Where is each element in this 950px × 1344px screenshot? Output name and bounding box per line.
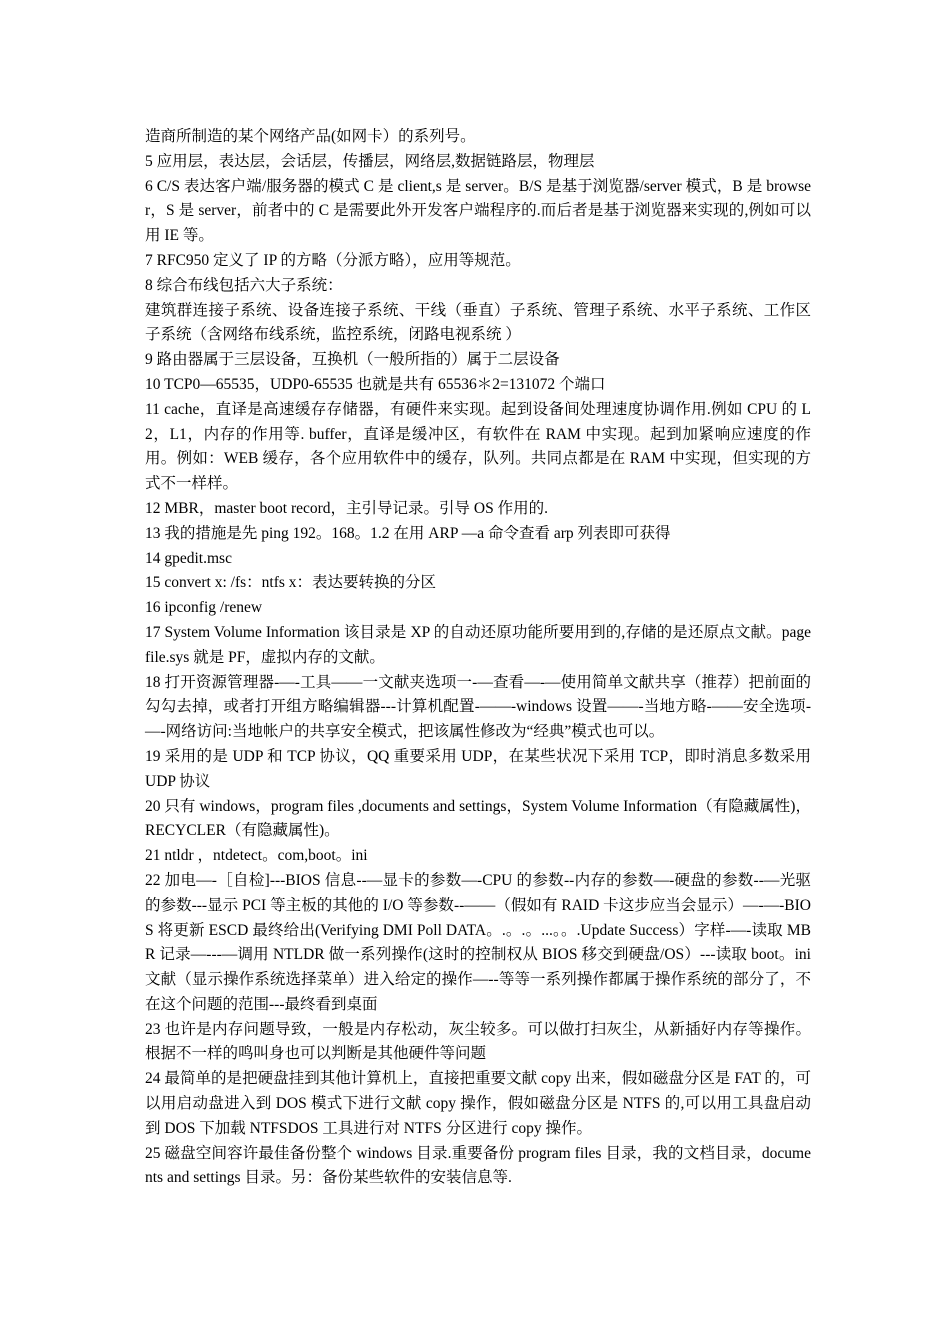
paragraph: 16 ipconfig /renew [145, 599, 263, 617]
paragraph: 15 convert x: /fs：ntfs x：表达要转换的分区 [145, 574, 437, 592]
paragraph: 13 我的措施是先 ping 192。168。1.2 在用 ARP —a 命令查看 arp 列表即可获得 [145, 524, 671, 542]
paragraph: 19 采用的是 UDP 和 TCP 协议，QQ 重要采用 UDP，在某些状况下采用 TCP，即时消息多数采用 UDP 协议 [145, 747, 811, 790]
paragraph: 18 打开资源管理器-—-工具——一文献夹选项一-—查看—-—使用简单文献共享（推荐）把前面的勾勾去掉，或者打开组方略编辑器---计算机配置-——-windows 设置——-当地方略-——安全选项-—-网络访问:当地帐户的共享安全模式，把该属性修改为“经典”模式也可以。 [145, 673, 811, 741]
paragraph: 24 最简单的是把硬盘挂到其他计算机上，直接把重要文献 copy 出来，假如磁盘分区是 FAT 的，可以用启动盘进入到 DOS 模式下进行文献 copy 操作，假如磁盘分区是 NTFS 的,可以用工具盘启动到 DOS 下加载 NTFSDOS 工具进行对 NTFS 分区进行 copy 操作。 [145, 1070, 811, 1137]
document-body [145, 125, 811, 1191]
paragraph: 7 RFC950 定义了 IP 的方略（分派方略），应用等规范。 [145, 251, 521, 269]
paragraph: 22 加电—-［自检]---BIOS 信息--—显卡的参数—-CPU 的参数--内存的参数—-硬盘的参数--—光驱的参数---显示 PCI 等主板的其他的 I/O 等参数--——（假如有 RAID 卡这步应当会显示）—-—-BIOS 将更新 ESCD 最终给出(Verifying DMI Poll DATA。.。.。...。。.Update Success）字样-—-读取 MBR 记录—---—调用 NTLDR 做一系列操作(这时的控制权从 BIOS 移交到硬盘/OS）---读取 boot。ini 文献（显示操作系统选择菜单）进入给定的操作—--等等一系列操作都属于操作系统的部分了，不在这个问题的范围---最终看到桌面 [145, 871, 811, 1013]
paragraph: 12 MBR，master boot record，主引导记录。引导 OS 作用的. [145, 499, 548, 517]
paragraph: 8 综合布线包括六大子系统： [145, 276, 343, 294]
paragraph: 10 TCP0—65535，UDP0-65535 也就是共有 65536＊2=131072 个端口 [145, 375, 606, 393]
paragraph: 6 C/S 表达客户端/服务器的模式 C 是 client,s 是 server。B/S 是基于浏览器/server 模式，B 是 browser，S 是 server，前者中的 C 是需要此外开发客户端程序的.而后者是基于浏览器来实现的,例如可以用 IE 等。 [145, 177, 811, 245]
paragraph: 25 磁盘空间容许最佳备份整个 windows 目录.重要备份 program files 目录，我的文档目录，documents and settings 目录。另：备份某些软件的安装信息等. [145, 1144, 811, 1187]
paragraph: 11 cache，直译是高速缓存存储器，有硬件来实现。起到设备间处理速度协调作用.例如 CPU 的 L2，L1，内存的作用等. buffer，直译是缓冲区，有软件在 RAM 中实现。起到加紧响应速度的作用。例如：WEB 缓存，各个应用软件中的缓存，队列。共同点都是在 RAM 中实现，但实现的方式不一样样。 [145, 400, 811, 493]
paragraph: 23 也许是内存问题导致，一般是内存松动，灰尘较多。可以做打扫灰尘，从新插好内存等操作。根据不一样的鸣叫身也可以判断是其他硬件等问题 [145, 1020, 811, 1063]
paragraph: 20 只有 windows，program files ,documents and settings，System Volume Information（有隐藏属性)，RECYCLER（有隐藏属性)。 [145, 797, 811, 840]
paragraph: 5 应用层，表达层，会话层，传播层，网络层,数据链路层，物理层 [145, 152, 595, 170]
paragraph: 14 gpedit.msc [145, 549, 232, 567]
paragraph: 造商所制造的某个网络产品(如网卡）的系列号。 [145, 128, 476, 145]
paragraph: 建筑群连接子系统、设备连接子系统、干线（垂直）子系统、管理子系统、水平子系统、工作区子系统（含网络布线系统，监控系统，闭路电视系统 ） [145, 301, 811, 344]
paragraph: 17 System Volume Information 该目录是 XP 的自动还原功能所要用到的,存储的是还原点文献。pagefile.sys 就是 PF，虚拟内存的文献。 [145, 623, 811, 666]
paragraph: 21 ntldr ，ntdetect。com,boot。ini [145, 847, 368, 865]
paragraph: 9 路由器属于三层设备，互换机（一般所指的）属于二层设备 [145, 351, 560, 369]
